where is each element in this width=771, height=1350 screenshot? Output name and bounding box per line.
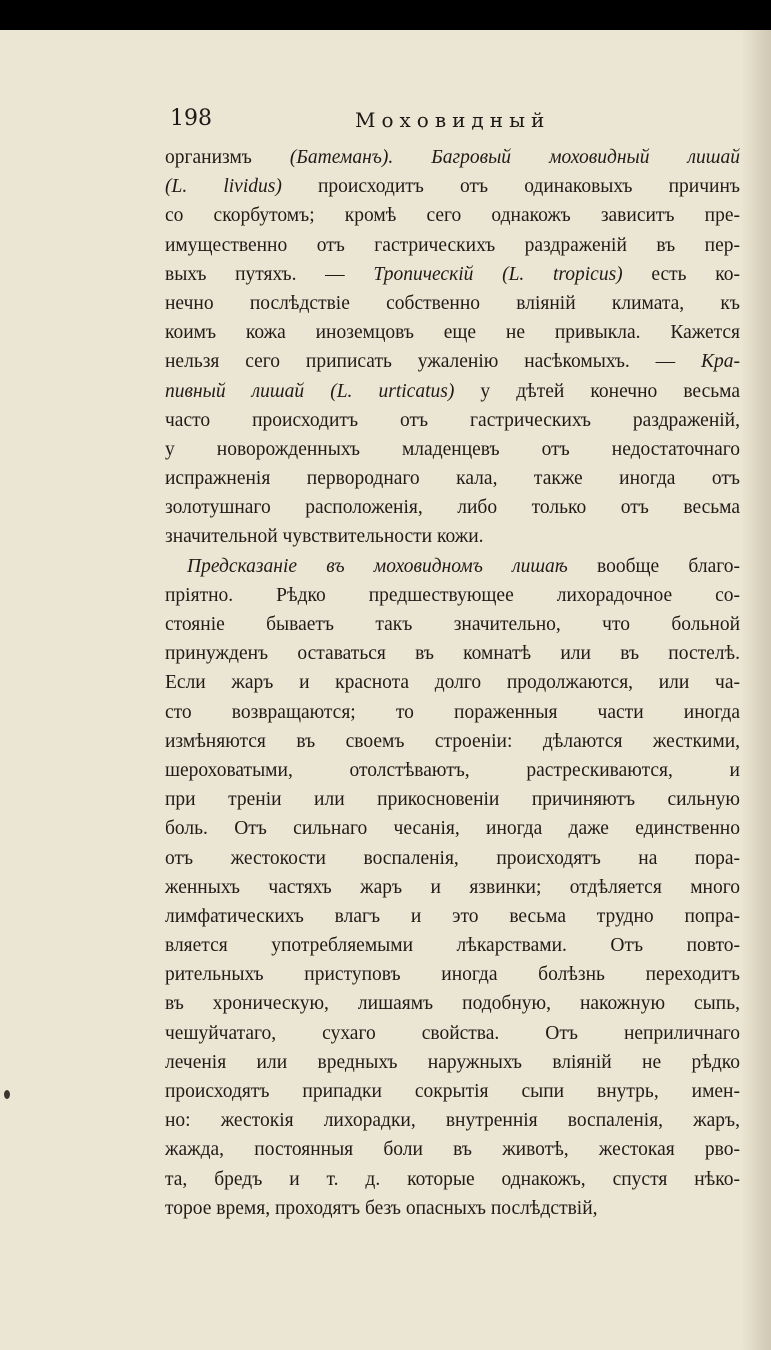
text-line [165,377,740,406]
text-line [165,1048,740,1077]
text-segment: происходитъ отъ одинаковыхъ причинъ [281,176,740,198]
text-line [165,1106,740,1135]
text-line [165,902,740,931]
italic-segment: Кра- [701,351,740,373]
text-line [165,172,740,201]
text-line [165,931,740,960]
text-segment: та, бредъ и т. д. которые однакожъ, спустя нѣко- [165,1168,740,1190]
text-line [165,143,740,172]
text-segment: у новорожденныхъ младенцевъ отъ недостаточнаго [165,438,740,460]
text-line [165,873,740,902]
text-line [165,464,740,493]
body-text [165,143,740,1223]
text-segment: у дѣтей конечно весьма [454,380,740,402]
text-segment: но: жестокія лихорадки, внутреннія воспаленія, жаръ, [165,1110,740,1132]
text-line [165,1135,740,1164]
running-title: Моховидный [355,108,551,132]
text-line [165,231,740,260]
text-segment: чешуйчатаго, сухаго свойства. Отъ неприличнаго [165,1022,740,1044]
text-line [165,989,740,1018]
text-line [165,552,740,581]
text-segment: при треніи или прикосновеніи причиняютъ сильную [165,789,740,811]
text-segment: вляется употребляемыми лѣкарствами. Отъ повто- [165,935,740,957]
text-line [165,289,740,318]
text-segment: коимъ кожа иноземцовъ еще не привыкла. Кажется [165,322,740,344]
text-line [165,785,740,814]
text-segment: испражненія первороднаго кала, также иногда отъ [165,468,740,490]
text-line [165,814,740,843]
text-segment: лимфатическихъ влагъ и это весьма трудно попра- [165,905,740,927]
text-line [165,1194,740,1223]
italic-segment: Предсказаніе въ моховидномъ лишаѣ [187,555,568,577]
text-line [165,668,740,697]
text-line [165,1077,740,1106]
text-line [165,756,740,785]
text-line [165,347,740,376]
text-segment: со скорбутомъ; кромѣ сего однакожъ зависитъ пре- [165,205,740,227]
italic-segment: пивный лишай (L. urticatus) [165,380,455,402]
text-line [165,1019,740,1048]
text-segment: сто возвращаются; то пораженныя части иногда [165,701,740,723]
text-segment: измѣняются въ своемъ строеніи: дѣлаются жесткими, [165,730,740,752]
text-line [165,610,740,639]
text-line [165,435,740,464]
text-line [165,698,740,727]
text-segment: Если жаръ и краснота долго продолжаются, или ча- [165,672,740,694]
text-line [165,201,740,230]
book-page [0,30,771,1350]
italic-segment: (L. lividus) [165,176,282,198]
text-segment: торое время, проходятъ безъ опасныхъ послѣдствій, [165,1197,598,1219]
margin-mark [4,1090,10,1099]
italic-segment: Тропическій (L. tropicus) [373,263,623,285]
text-segment: нельзя сего приписать ужаленію насѣкомыхъ. — [165,351,702,373]
text-segment: есть ко- [622,263,740,285]
text-segment: стояніе бываетъ такъ значительно, что больной [165,614,740,635]
text-line [165,1165,740,1194]
text-segment: вообще благо- [567,555,740,577]
text-segment: происходятъ припадки сокрытія сыпи внутрь, имен- [165,1081,740,1102]
text-line [165,960,740,989]
text-segment: пріятно. Рѣдко предшествующее лихорадочное со- [165,584,740,606]
italic-segment: (Батеманъ). Багровый моховидный лишай [289,147,741,168]
page-header [170,106,770,136]
text-segment: организмъ [165,147,290,168]
text-segment: въ хроническую, лишаямъ подобную, накожную сыпь, [165,993,740,1015]
page-number: 198 [170,106,212,131]
text-line [165,493,740,522]
text-segment: шероховатыми, отолстѣваютъ, растрескиваются, и [165,759,740,781]
text-line [165,727,740,756]
text-segment: боль. Отъ сильнаго чесанія, иногда даже единственно [165,818,740,840]
text-segment: золотушнаго расположенія, либо только отъ весьма [165,497,740,519]
text-segment: нечно послѣдствіе собственно вліяній климата, къ [165,292,740,314]
text-line [165,844,740,873]
text-segment: отъ жестокости воспаленія, происходятъ на пора- [165,847,740,869]
text-line [165,406,740,435]
text-segment: выхъ путяхъ. — [165,263,374,285]
text-segment: рительныхъ приступовъ иногда болѣзнь переходитъ [165,964,740,986]
text-line [165,639,740,668]
text-segment: часто происходитъ отъ гастрическихъ раздраженій, [165,409,740,431]
text-segment: значительной чувствительности кожи. [165,526,484,548]
text-line [165,260,740,289]
text-segment: леченія или вредныхъ наружныхъ вліяній не рѣдко [165,1051,740,1073]
text-line [165,581,740,610]
text-line [165,522,740,551]
text-segment: жажда, постоянныя боли въ животѣ, жестокая рво- [165,1139,740,1161]
text-segment: принужденъ оставаться въ комнатѣ или въ постелѣ. [165,643,740,665]
text-line [165,318,740,347]
text-segment: имущественно отъ гастрическихъ раздраженій въ пер- [165,234,740,256]
text-segment: женныхъ частяхъ жаръ и язвинки; отдѣляется много [165,876,740,898]
